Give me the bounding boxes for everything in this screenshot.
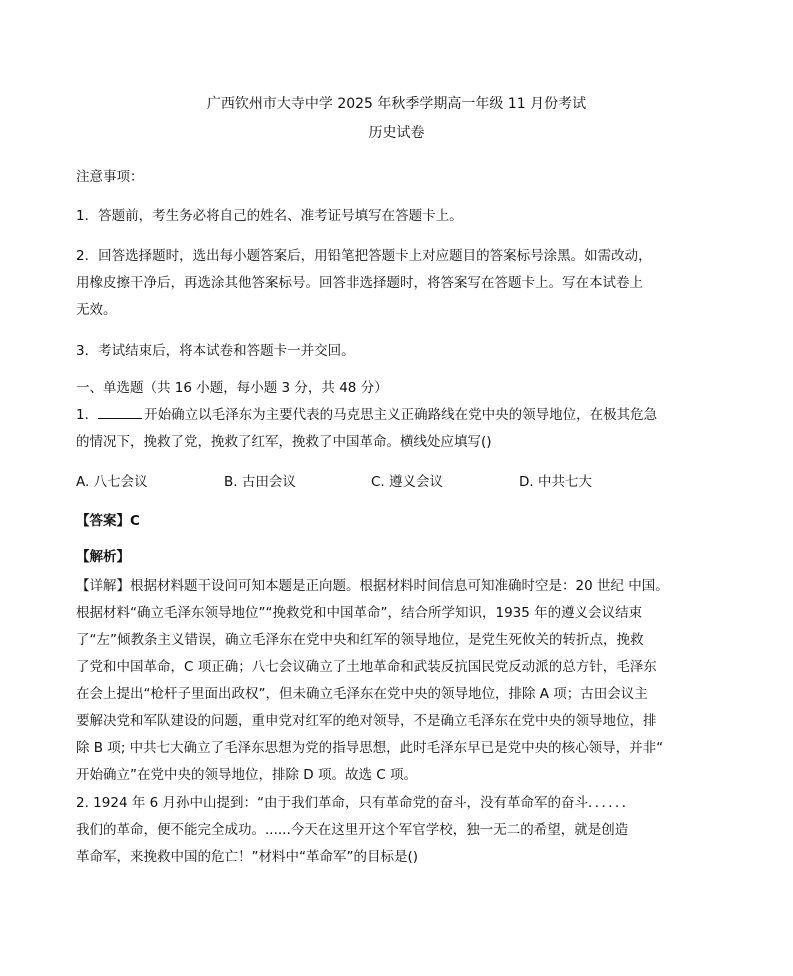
option-a: A. 八七会议: [76, 474, 148, 490]
note-item-2-line-3: 无效。: [76, 302, 117, 318]
analysis-line: 要解决党和军队建设的问题，重申党对红军的绝对领导，不是确立毛泽东在党中央的领导地位，排: [76, 713, 657, 729]
analysis-line: 【详解】根据材料题干设问可知本题是正向题。根据材料时间信息可知准确时空是：20 世纪 中国。: [76, 578, 669, 594]
analysis-line: 根据材料“确立毛泽东领导地位”“挽救党和中国革命”，结合所学知识，1935 年的遵义会议结束: [76, 605, 643, 621]
note-item-1: 1．答题前，考生务必将自己的姓名、准考证号填写在答题卡上。: [76, 208, 463, 224]
analysis-line: 了“左”倾教条主义错误，确立毛泽东在党中央和红军的领导地位，是党生死攸关的转折点，挽救: [76, 632, 644, 648]
question-1-line-2: 的情况下，挽救了党，挽救了红军，挽救了中国革命。横线处应填写(): [76, 434, 492, 450]
question-1-number: 1．: [76, 407, 99, 423]
analysis-line: 了党和中国革命，C 项正确；八七会议确立了土地革命和武装反抗国民党反动派的总方针，毛泽东: [76, 659, 657, 675]
answer-blank: [98, 406, 142, 419]
note-item-2-line-1: 2．回答选择题时，选出每小题答案后，用铅笔把答题卡上对应题目的答案标号涂黑。如需改动，: [76, 248, 652, 264]
analysis-line: 除 B 项; 中共七大确立了毛泽东思想为党的指导思想，此时毛泽东早已是党中央的核心领导，并非“: [76, 740, 664, 756]
exam-title: 广西钦州市大寺中学 2025 年秋季学期高一年级 11 月份考试: [206, 96, 587, 112]
notes-heading: 注意事项：: [76, 169, 144, 185]
question-2-line-1: 2. 1924 年 6 月孙中山提到：“由于我们革命，只有革命党的奋斗，没有革命军的奋斗．．．．．．: [76, 795, 636, 811]
option-d: D. 中共七大: [519, 474, 592, 490]
question-2-line-3: 革命军，来挽救中国的危亡！”材料中“革命军”的目标是(): [76, 849, 419, 865]
note-item-2-line-2: 用橡皮擦干净后，再选涂其他答案标号。回答非选择题时，将答案写在答题卡上。写在本试卷上: [76, 275, 643, 291]
question-2-line-2: 我们的革命，便不能完全成功。......今天在这里开这个军官学校，独一无二的希望，就是创造: [76, 822, 629, 838]
question-1-stem: 开始确立以毛泽东为主要代表的马克思主义正确路线在党中央的领导地位，在极其危急: [144, 407, 658, 423]
analysis-line: 在会上提出“枪杆子里面出政权”，但未确立毛泽东在党中央的领导地位，排除 A 项；古田会议主: [76, 686, 648, 702]
analysis-label: 【解析】: [76, 549, 130, 565]
note-item-3: 3．考试结束后，将本试卷和答题卡一并交回。: [76, 343, 355, 359]
option-c: C. 遵义会议: [371, 474, 444, 490]
analysis-line: 开始确立”在党中央的领导地位，排除 D 项。故选 C 项。: [76, 767, 417, 783]
exam-subtitle: 历史试卷: [368, 125, 425, 141]
section-heading: 一、单选题（共 16 小题，每小题 3 分，共 48 分）: [76, 380, 388, 396]
answer-label: 【答案】C: [76, 513, 140, 529]
question-1-line-1: [76, 403, 657, 423]
option-b: B. 古田会议: [224, 474, 296, 490]
